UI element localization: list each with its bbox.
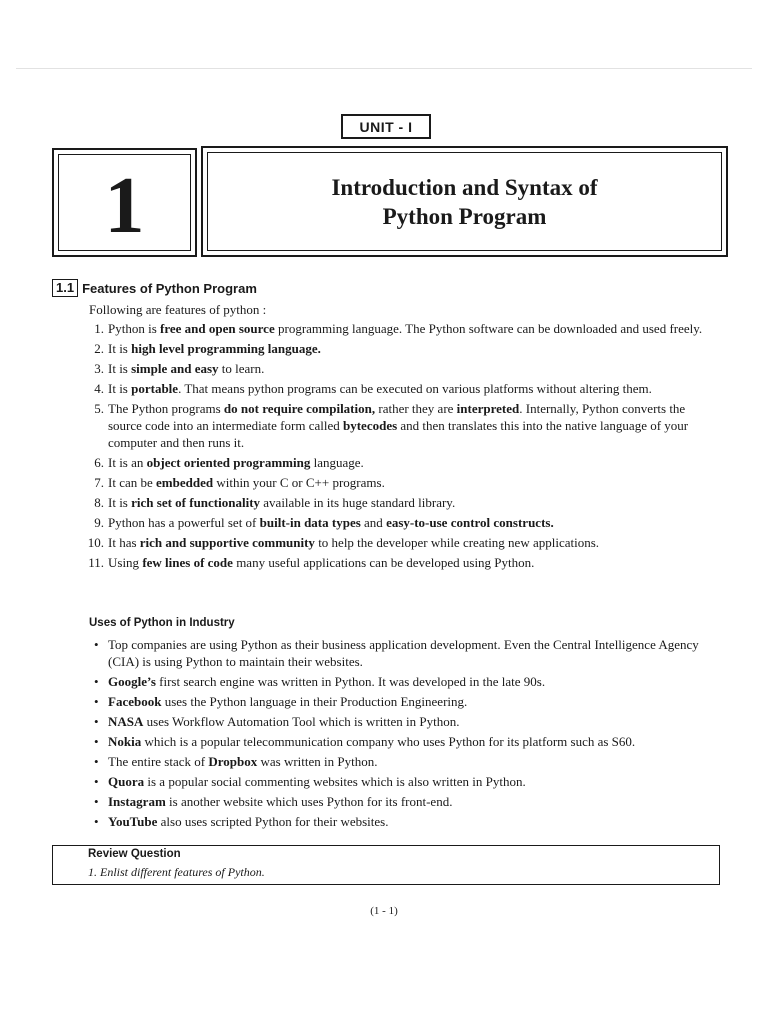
bold-text: object oriented programming	[146, 455, 311, 470]
uses-item	[89, 733, 709, 750]
text-run: and then translates this into the native language of your computer and then runs it.	[108, 418, 689, 450]
text-run: language.	[310, 455, 364, 470]
feature-number: 4.	[94, 381, 104, 396]
text-run: to learn.	[218, 361, 265, 376]
feature-item	[66, 514, 710, 531]
feature-number: 8.	[94, 495, 104, 510]
feature-number: 3.	[94, 361, 104, 376]
text-run: It is	[108, 361, 132, 376]
bold-text: rich and supportive community	[139, 535, 315, 550]
unit-label: UNIT - I	[341, 114, 431, 139]
text-run: was written in Python.	[257, 754, 378, 769]
text-run: uses Workflow Automation Tool which is written in Python.	[143, 714, 460, 729]
feature-item	[66, 360, 710, 377]
chapter-number-box	[52, 148, 197, 257]
uses-list	[89, 636, 709, 833]
review-question: 1. Enlist different features of Python.	[88, 865, 265, 879]
bold-text: Nokia	[108, 734, 142, 749]
feature-item	[66, 554, 710, 571]
feature-number: 1.	[94, 321, 104, 336]
text-run: uses the Python language in their Production Engineering.	[161, 694, 468, 709]
text-run: Python is	[108, 321, 161, 336]
bold-text: interpreted	[456, 401, 520, 416]
chapter-number: 1	[104, 161, 145, 250]
text-run: The entire stack of	[108, 754, 209, 769]
feature-number: 5.	[94, 401, 104, 416]
bold-text: do not require compilation,	[223, 401, 376, 416]
bold-text: YouTube	[108, 814, 158, 829]
text-run: within your C or C++ programs.	[213, 475, 385, 490]
bold-text: few lines of code	[142, 555, 233, 570]
feature-item	[66, 454, 710, 471]
text-run: It has	[108, 535, 140, 550]
feature-item	[66, 474, 710, 491]
bold-text: Instagram	[108, 794, 166, 809]
page-number: (1 - 1)	[370, 905, 398, 917]
feature-number: 9.	[94, 515, 104, 530]
text-run: many useful applications can be developed using Python.	[232, 555, 535, 570]
text-run: It is an	[108, 455, 147, 470]
text-run: first search engine was written in Python. It was developed in the late 90s.	[155, 674, 546, 689]
text-run: It is	[108, 381, 132, 396]
bold-text: simple and easy	[131, 361, 219, 376]
uses-heading: Uses of Python in Industry	[89, 617, 235, 629]
uses-item	[89, 693, 709, 710]
text-run: is another website which uses Python for its front-end.	[165, 794, 453, 809]
review-title: Review Question	[88, 848, 181, 860]
text-run: Using	[108, 555, 143, 570]
bold-text: Google’s	[108, 674, 156, 689]
text-run: to help the developer while creating new applications.	[314, 535, 600, 550]
text-run: rather they are	[375, 401, 457, 416]
bold-text: NASA	[108, 714, 144, 729]
text-run: It can be	[108, 475, 157, 490]
feature-number: 7.	[94, 475, 104, 490]
bold-text: embedded	[156, 475, 214, 490]
chapter-title-line2: Python Program	[382, 203, 547, 229]
chapter-number-inner	[58, 154, 191, 251]
features-list	[66, 320, 710, 574]
section-number: 1.1	[52, 279, 78, 297]
feature-item	[66, 494, 710, 511]
feature-number: 11.	[88, 555, 104, 570]
text-run: . Internally, Python converts the source code into an intermediate form called	[108, 401, 686, 433]
bold-text: rich set of functionality	[131, 495, 261, 510]
top-rule	[16, 68, 752, 69]
bold-text: easy-to-use control constructs.	[386, 515, 554, 530]
uses-item	[89, 636, 709, 670]
text-run: The Python programs	[108, 401, 224, 416]
section-title: Features of Python Program	[82, 280, 257, 296]
text-run: which is a popular telecommunication company who uses Python for its platform such as S60.	[141, 734, 636, 749]
bold-text: portable	[131, 381, 179, 396]
text-run: Top companies are using Python as their business application development. Even the Central Intelligence Agency (CIA) is using Python to maintain their websites.	[108, 637, 699, 669]
uses-item	[89, 753, 709, 770]
text-run: also uses scripted Python for their websites.	[157, 814, 389, 829]
text-run: and	[360, 515, 387, 530]
text-run: Python has a powerful set of	[108, 515, 260, 530]
feature-item	[66, 320, 710, 337]
feature-item	[66, 380, 710, 397]
feature-item	[66, 400, 710, 451]
feature-number: 2.	[94, 341, 104, 356]
bold-text: high level programming language.	[131, 341, 321, 356]
text-run: It is	[108, 341, 132, 356]
feature-number: 6.	[94, 455, 104, 470]
feature-item	[66, 340, 710, 357]
uses-item	[89, 713, 709, 730]
text-run: programming language. The Python software can be downloaded and used freely.	[274, 321, 703, 336]
bold-text: Facebook	[108, 694, 162, 709]
uses-item	[89, 793, 709, 810]
text-run: is a popular social commenting websites which is also written in Python.	[144, 774, 526, 789]
text-run: . That means python programs can be executed on various platforms without altering them.	[178, 381, 652, 396]
text-run: available in its huge standard library.	[260, 495, 456, 510]
review-question-box	[52, 845, 720, 885]
intro-text: Following are features of python :	[89, 302, 267, 317]
bold-text: Quora	[108, 774, 145, 789]
feature-item	[66, 534, 710, 551]
chapter-title-line1: Introduction and Syntax of	[331, 174, 598, 200]
text-run: It is	[108, 495, 132, 510]
bold-text: free and open source	[160, 321, 275, 336]
bold-text: built-in data types	[259, 515, 361, 530]
feature-number: 10.	[87, 535, 104, 550]
bold-text: Dropbox	[208, 754, 258, 769]
chapter-title-inner	[207, 152, 722, 251]
uses-item	[89, 813, 709, 830]
section-heading	[52, 279, 257, 297]
uses-item	[89, 673, 709, 690]
chapter-title-box	[201, 146, 728, 257]
bold-text: bytecodes	[342, 418, 398, 433]
uses-item	[89, 773, 709, 790]
